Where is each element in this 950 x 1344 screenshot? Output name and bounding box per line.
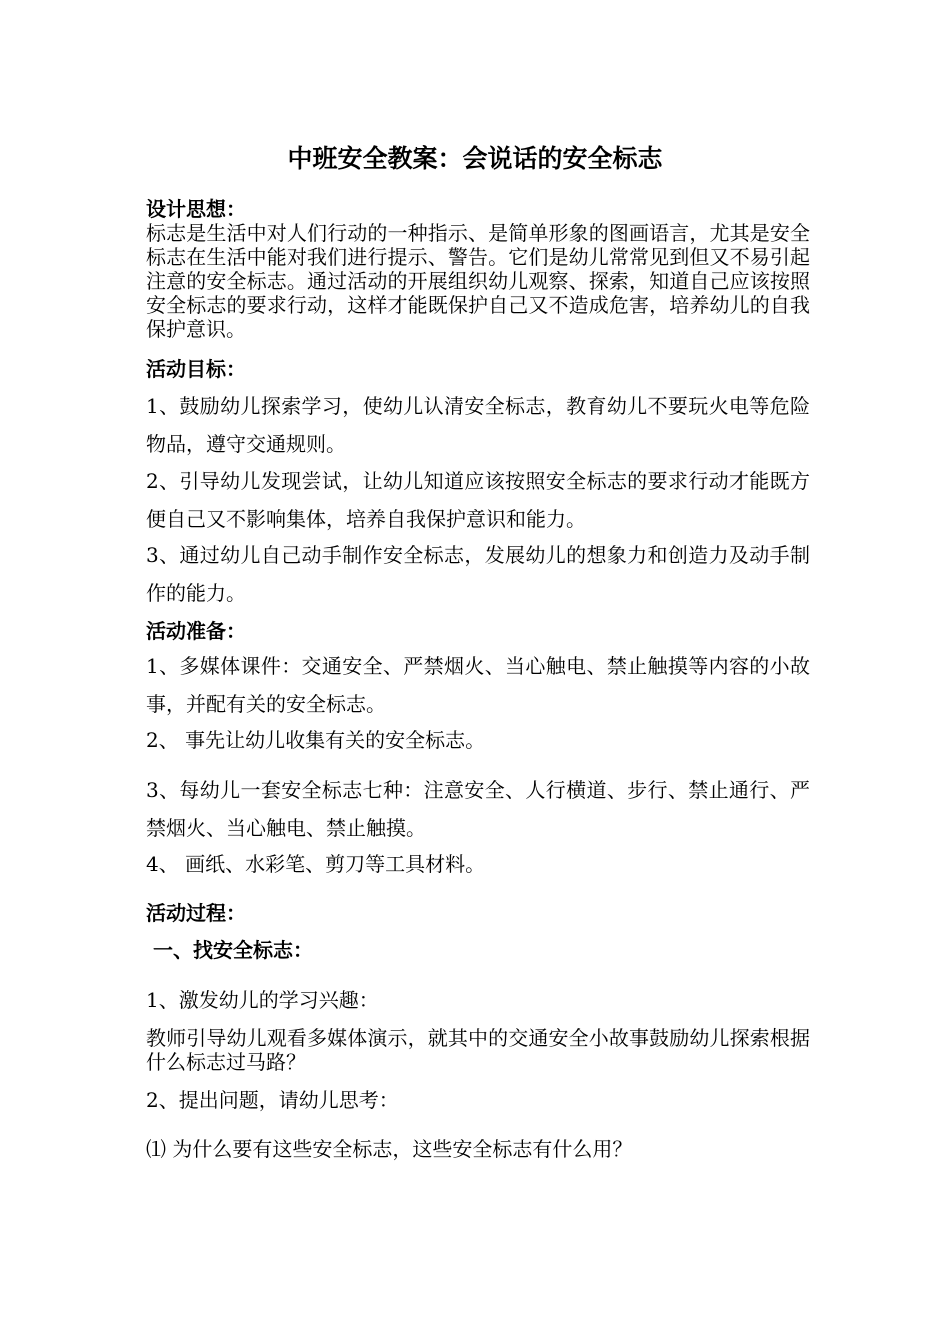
goal-item-1: 1、鼓励幼儿探索学习，使幼儿认清安全标志，教育幼儿不要玩火电等危险物品，遵守交通规则。: [146, 394, 810, 456]
prep-heading: 活动准备：: [146, 619, 246, 643]
goal-item-2: 2、引导幼儿发现尝试，让幼儿知道应该按照安全标志的要求行动才能既方便自己又不影响集体，培养自我保护意识和能力。: [146, 469, 810, 531]
prep-item-3: 3、每幼儿一套安全标志七种：注意安全、人行横道、步行、禁止通行、严禁烟火、当心触电、禁止触摸。: [146, 778, 810, 840]
goals-heading: 活动目标：: [146, 357, 246, 381]
prep-item-2: 2、 事先让幼儿收集有关的安全标志。: [146, 728, 486, 752]
design-text: 标志是生活中对人们行动的一种指示、是简单形象的图画语言，尤其是安全标志在生活中能对我们进行提示、警告。它们是幼儿常常见到但又不易引起注意的安全标志。通过活动的开展组织幼儿观察、探索，知道自己应该按照安全标志的要求行动，这样才能既保护自己又不造成危害，培养幼儿的自我保护意识。: [146, 221, 810, 341]
document-title: 中班安全教案：会说话的安全标志: [287, 144, 663, 173]
process-subheading-1: 一、找安全标志：: [146, 938, 313, 962]
prep-item-4: 4、 画纸、水彩笔、剪刀等工具材料。: [146, 852, 486, 876]
process-step-1: 1、激发幼儿的学习兴趣：: [146, 988, 379, 1012]
process-step-2: 2、提出问题，请幼儿思考：: [146, 1088, 399, 1112]
process-heading: 活动过程：: [146, 901, 246, 925]
goal-item-3: 3、通过幼儿自己动手制作安全标志，发展幼儿的想象力和创造力及动手制作的能力。: [146, 543, 810, 605]
design-heading: 设计思想：: [146, 197, 246, 221]
process-step-1-text: 教师引导幼儿观看多媒体演示，就其中的交通安全小故事鼓励幼儿探索根据什么标志过马路？: [146, 1026, 810, 1074]
process-question-1: ⑴ 为什么要有这些安全标志，这些安全标志有什么用？: [146, 1137, 633, 1161]
prep-item-1: 1、多媒体课件：交通安全、严禁烟火、当心触电、禁止触摸等内容的小故事，并配有关的安全标志。: [146, 654, 810, 716]
